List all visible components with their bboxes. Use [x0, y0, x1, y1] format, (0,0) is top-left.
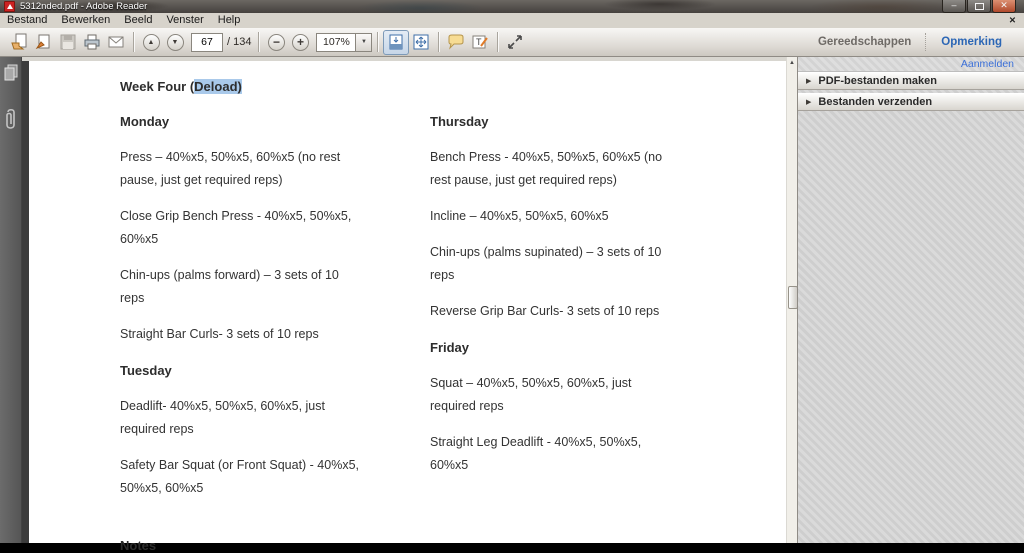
doc-title-selected-text: Deload): [194, 79, 242, 94]
doc-line: Reverse Grip Bar Curls- 3 sets of 10 reps: [430, 304, 660, 318]
toolbar-separator: [438, 32, 439, 52]
svg-text:T: T: [476, 37, 482, 47]
doc-line: reps: [120, 291, 145, 305]
exercise-paragraph: [430, 431, 750, 477]
toolbar-separator: [377, 32, 378, 52]
previous-page-icon: ▲: [143, 34, 160, 51]
toolbar-right-group: [804, 28, 1016, 56]
page-number-input[interactable]: [191, 33, 223, 52]
create-pdf-button[interactable]: [32, 31, 56, 54]
annotate-text-button[interactable]: [468, 31, 492, 54]
zoom-dropdown-button[interactable]: [356, 33, 372, 52]
doc-line: reps: [430, 268, 455, 282]
day-heading-tuesday: Tuesday: [120, 363, 172, 378]
pane-section-label: PDF-bestanden maken: [818, 75, 937, 87]
exercise-paragraph: [120, 264, 440, 310]
fullscreen-icon: [506, 33, 524, 51]
tools-panel-button[interactable]: Gereedschappen: [817, 36, 912, 48]
doc-line: Chin-ups (palms forward) – 3 sets of 10: [120, 268, 339, 282]
fit-page-icon: [413, 34, 429, 50]
create-pdf-icon: [35, 33, 53, 51]
comment-panel-button[interactable]: Opmerking: [941, 36, 1002, 48]
exercise-paragraph: [430, 146, 750, 192]
exercise-paragraph: [120, 395, 440, 441]
pane-section-send-files[interactable]: [798, 93, 1024, 111]
exercise-paragraph: [430, 372, 750, 418]
close-document-icon[interactable]: ✕: [1008, 15, 1016, 25]
maximize-button[interactable]: [967, 0, 991, 13]
day-heading-friday: Friday: [430, 340, 470, 355]
email-icon: [107, 33, 125, 51]
fullscreen-button[interactable]: [503, 31, 527, 54]
document-viewport: [22, 57, 786, 553]
doc-line: required reps: [430, 399, 504, 413]
toolbar-separator: [258, 32, 259, 52]
menu-venster[interactable]: Venster: [166, 14, 204, 26]
exercise-paragraph: [120, 454, 440, 500]
doc-line: Straight Bar Curls- 3 sets of 10 reps: [120, 327, 319, 341]
minimize-button[interactable]: –: [942, 0, 966, 13]
exercise-paragraph: [430, 300, 750, 323]
fit-page-button[interactable]: [409, 31, 433, 54]
pane-section-create-pdf[interactable]: [798, 72, 1024, 90]
annotate-text-icon: [471, 33, 489, 51]
close-button[interactable]: ✕: [992, 0, 1016, 13]
page-count-label: / 134: [227, 36, 252, 48]
day-heading-monday: Monday: [120, 114, 170, 129]
menu-beeld[interactable]: Beeld: [124, 14, 153, 26]
doc-line: required reps: [120, 422, 194, 436]
doc-line: Incline – 40%x5, 50%x5, 60%x5: [430, 209, 609, 223]
doc-line: 60%x5: [430, 458, 469, 472]
exercise-paragraph: [430, 205, 750, 228]
doc-line: Bench Press - 40%x5, 50%x5, 60%x5 (no: [430, 150, 663, 164]
chevron-down-icon: ▼: [360, 39, 367, 45]
vertical-scrollbar[interactable]: [786, 57, 797, 543]
maximize-icon: [975, 3, 984, 10]
menu-help[interactable]: Help: [217, 14, 241, 26]
task-pane: [797, 57, 1024, 543]
adobe-reader-icon: [4, 1, 15, 12]
save-button[interactable]: [56, 31, 80, 54]
exercise-paragraph: [120, 323, 440, 346]
next-page-button[interactable]: [163, 31, 187, 54]
chevron-right-icon: ▶: [806, 99, 812, 106]
pane-section-label: Bestanden verzenden: [818, 96, 933, 108]
toolbar-separator: [133, 32, 134, 52]
day-heading-thursday: Thursday: [430, 114, 489, 129]
scrollbar-up-arrow-icon[interactable]: ▲: [789, 60, 795, 66]
attachments-paperclip-icon[interactable]: [3, 106, 19, 132]
previous-page-button[interactable]: [139, 31, 163, 54]
doc-title: [120, 75, 242, 98]
exercise-paragraph: [120, 205, 440, 251]
toolbar-separator: [497, 32, 498, 52]
page-thumbnails-icon[interactable]: [3, 64, 19, 82]
doc-line: Squat – 40%x5, 50%x5, 60%x5, just: [430, 376, 632, 390]
navigation-sidebar: [0, 57, 22, 543]
doc-title-prefix: Week Four (: [120, 79, 195, 94]
menu-bewerken[interactable]: Bewerken: [61, 14, 111, 26]
sign-in-link[interactable]: Aanmelden: [798, 57, 1024, 72]
save-icon: [59, 33, 77, 51]
left-column: [120, 110, 440, 513]
toolbar: [0, 28, 1024, 57]
doc-line: rest pause, just get required reps): [430, 173, 617, 187]
menu-bar: [0, 13, 1024, 28]
zoom-in-icon: +: [292, 34, 309, 51]
email-button[interactable]: [104, 31, 128, 54]
doc-line: Deadlift- 40%x5, 50%x5, 60%x5, just: [120, 399, 325, 413]
next-page-icon: ▼: [167, 34, 184, 51]
doc-line: pause, just get required reps): [120, 173, 283, 187]
zoom-level-value[interactable]: 107%: [316, 33, 356, 52]
open-file-button[interactable]: [8, 31, 32, 54]
doc-line: Chin-ups (palms supinated) – 3 sets of 10: [430, 245, 662, 259]
exercise-paragraph: [120, 146, 440, 192]
zoom-in-button[interactable]: [288, 31, 312, 54]
exercise-paragraph: [430, 241, 750, 287]
zoom-out-icon: −: [268, 34, 285, 51]
scrolling-mode-button[interactable]: [383, 30, 409, 55]
pdf-page: [29, 61, 786, 553]
comment-bubble-icon: [447, 33, 465, 51]
scrolling-mode-icon: [388, 34, 404, 50]
window-title: 5312nded.pdf - Adobe Reader: [20, 1, 148, 12]
clipped-bottom-heading: Notes: [120, 538, 157, 553]
doc-line: 50%x5, 60%x5: [120, 481, 204, 495]
zoom-out-button[interactable]: [264, 31, 288, 54]
right-column: [430, 110, 750, 490]
comment-bubble-button[interactable]: [444, 31, 468, 54]
open-file-icon: [11, 33, 29, 51]
menu-bestand[interactable]: Bestand: [7, 14, 48, 26]
doc-line: Press – 40%x5, 50%x5, 60%x5 (no rest: [120, 150, 341, 164]
doc-line: Close Grip Bench Press - 40%x5, 50%x5,: [120, 209, 352, 223]
title-bar: [0, 0, 1024, 13]
print-icon: [83, 33, 101, 51]
doc-line: Straight Leg Deadlift - 40%x5, 50%x5,: [430, 435, 642, 449]
print-button[interactable]: [80, 31, 104, 54]
doc-line: Safety Bar Squat (or Front Squat) - 40%x5,: [120, 458, 360, 472]
chevron-right-icon: ▶: [806, 78, 812, 85]
window-controls: [941, 0, 1016, 13]
doc-line: 60%x5: [120, 232, 159, 246]
